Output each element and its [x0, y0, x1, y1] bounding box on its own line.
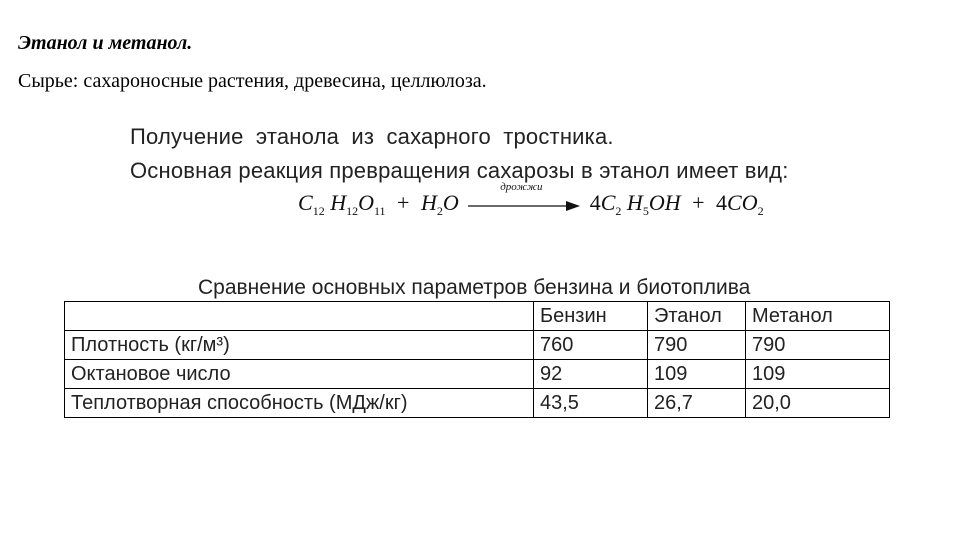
header-cell-ethanol: Этанол — [648, 302, 746, 331]
header-cell-empty — [65, 302, 534, 331]
right-arrow-icon — [466, 199, 582, 213]
header-cell-methanol: Метанол — [746, 302, 890, 331]
plus-sign: + — [692, 190, 705, 215]
table-cell: 790 — [746, 331, 890, 360]
table-row — [65, 331, 890, 360]
sugarcane-heading: Получение этанола из сахарного тростника. — [130, 124, 614, 149]
catalyst-label: дрожжи — [500, 180, 543, 193]
table-cell: 43,5 — [534, 389, 648, 418]
sucrose-formula: $C_{12}$ $H_{12}O_{11}$ — [298, 190, 386, 218]
water-formula: $H_2O$ — [420, 190, 459, 218]
table-row — [65, 389, 890, 418]
reaction-arrow — [466, 180, 582, 215]
table-caption: Сравнение основных параметров бензина и биотоплива — [198, 276, 751, 299]
slide-title: Этанол и метанол. — [18, 32, 193, 54]
reaction-description: Основная реакция превращения сахарозы в этанол имеет вид: — [130, 158, 789, 183]
header-cell-gasoline: Бензин — [534, 302, 648, 331]
table-header-row — [65, 302, 890, 331]
raw-materials-text: Сырье: сахароносные растения, древесина, целлюлоза. — [18, 70, 487, 92]
fuel-comparison-table — [64, 301, 890, 418]
table-row — [65, 360, 890, 389]
row-label: Плотность (кг/м³) — [65, 331, 534, 360]
row-label: Октановое число — [65, 360, 534, 389]
table-cell: 20,0 — [746, 389, 890, 418]
table-cell: 26,7 — [648, 389, 746, 418]
row-label: Теплотворная способность (МДж/кг) — [65, 389, 534, 418]
ethanol-formula: $4C_2$ $H_5OH$ — [589, 190, 681, 218]
carbon-dioxide-formula: $4CO_2$ — [716, 190, 764, 218]
plus-sign: + — [397, 190, 410, 215]
chemical-equation — [298, 180, 764, 219]
table-cell: 109 — [648, 360, 746, 389]
table-cell: 109 — [746, 360, 890, 389]
table-cell: 92 — [534, 360, 648, 389]
table-cell: 760 — [534, 331, 648, 360]
table-cell: 790 — [648, 331, 746, 360]
